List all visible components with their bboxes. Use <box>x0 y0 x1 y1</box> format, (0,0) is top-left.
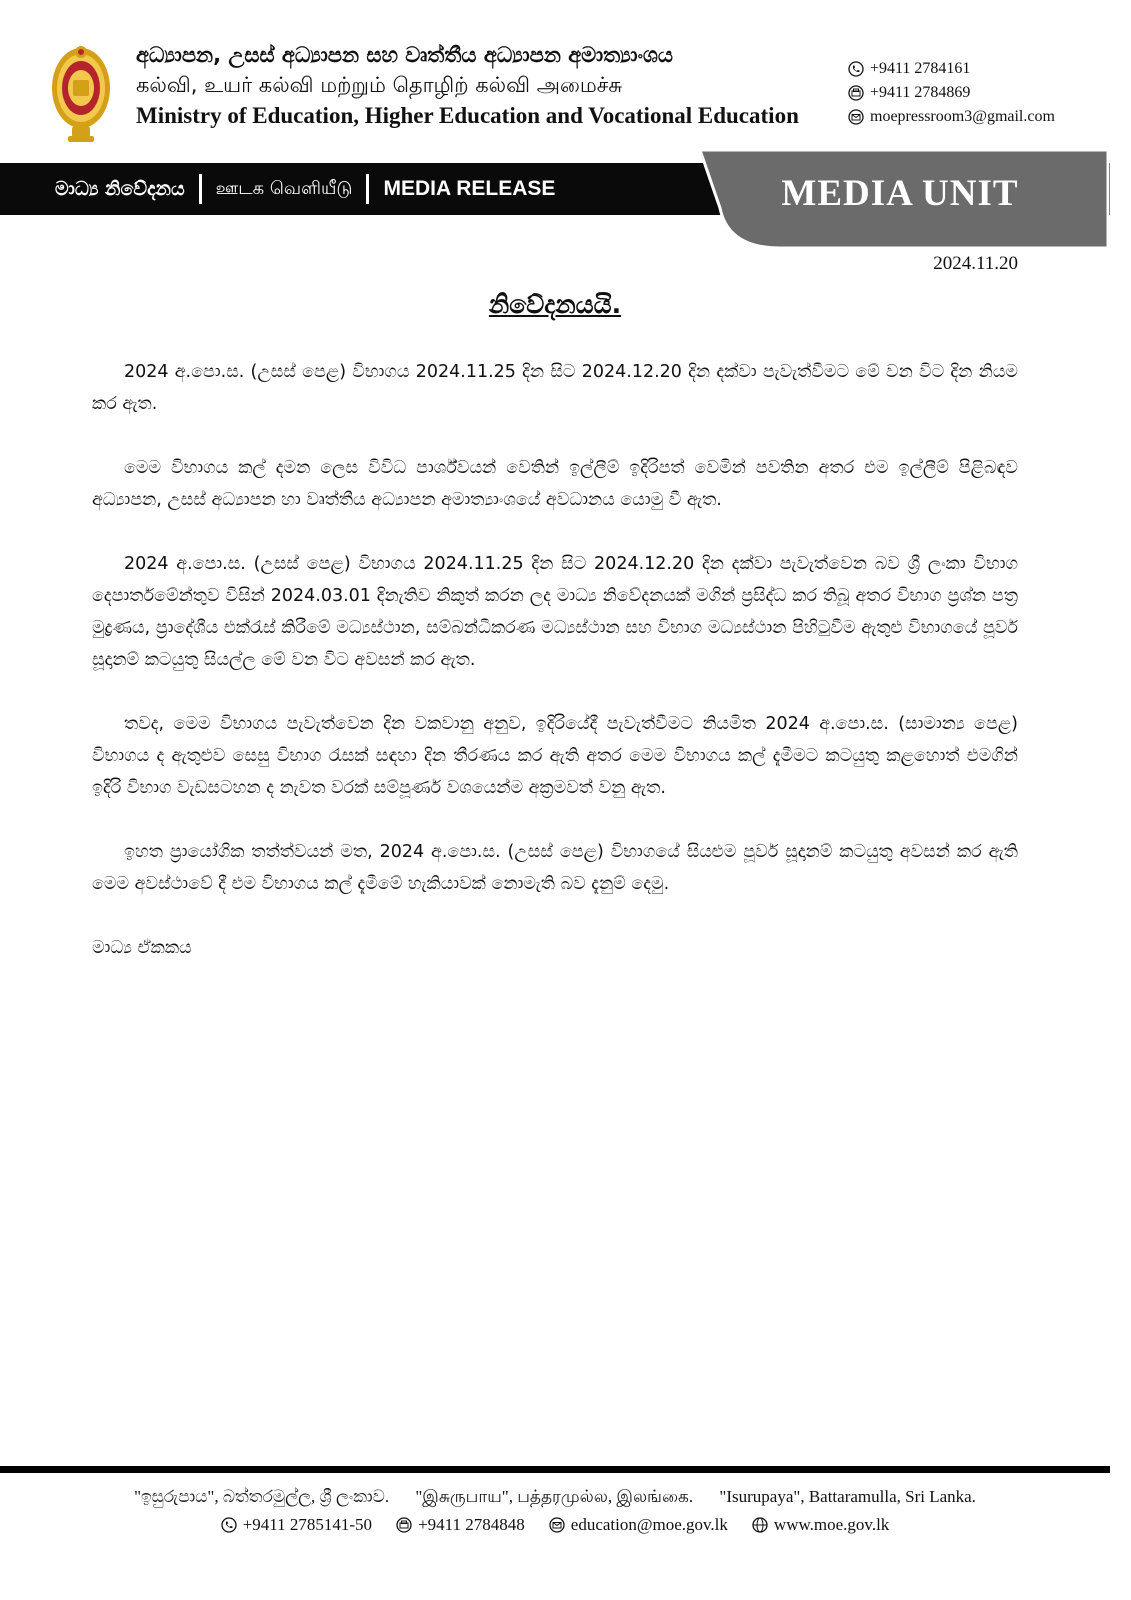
footer-phone <box>221 1515 372 1535</box>
divider <box>366 174 369 204</box>
footer-fax <box>396 1515 525 1535</box>
media-release-labels <box>55 163 555 215</box>
release-date: 2024.11.20 <box>933 253 1018 274</box>
fax-icon <box>848 85 864 101</box>
header-email <box>848 105 1055 129</box>
release-label-tamil: ஊடக வெளியீடு <box>215 177 353 199</box>
header-fax-number: +9411 2784869 <box>870 84 971 101</box>
footer-address <box>0 1487 1110 1509</box>
footer-address-tamil: "இசுருபாய", பத்தரமுல்ல, இலங்கை. <box>415 1487 694 1506</box>
sri-lanka-emblem <box>50 38 112 144</box>
ministry-titles <box>136 40 826 132</box>
header-contacts <box>848 57 1055 129</box>
header-fax <box>848 81 1055 105</box>
email-icon <box>848 109 864 125</box>
media-unit-label: MEDIA UNIT <box>781 173 1019 214</box>
footer-address-sinhala: "ඉසුරුපාය", බත්තරමුල්ල, ශ්‍රී ලංකාව. <box>134 1487 390 1506</box>
paragraph: 2024 අ.පො.ස. (උසස් පෙළ) විභාගය 2024.11.25 දින සිට 2024.12.20 දින දක්වා පැවැත්වීමට මේ වන විට දින නියම කර ඇත. <box>92 362 1018 414</box>
paragraph: 2024 අ.පො.ස. (උසස් පෙළ) විභාගය 2024.11.25 දින සිට 2024.12.20 දින දක්වා පැවැත්වෙන බව ශ්‍රී ලංකා විභාග දෙපාර්තමේන්තුව විසින් 2024.03.01 දිනැතිව නිකුත් කරන ලද මාධ්‍ය නිවේදනයක් මගින් ප්‍රසිද්ධ කර තිබූ අතර විභාග ප්‍රශ්න පත්‍ර මුද්‍රණය, ප්‍රාදේශීය එක්රැස් කිරීමේ මධ්‍යස්ථාන, සම්බන්ධීකරණ මධ්‍යස්ථාන සහ විභාග මධ්‍යස්ථාන පිහිටුවීම ඇතුළු විභාගයේ පූර්ව සූදානම් කටයුතු සියල්ල මේ වන විට අවසන් කර ඇත. <box>92 554 1018 670</box>
divider <box>199 174 202 204</box>
footer-phone-number: +9411 2785141-50 <box>242 1515 373 1534</box>
signature: මාධ්‍ය ඒකකය <box>92 938 192 958</box>
footer-website-url[interactable]: www.moe.gov.lk <box>773 1515 890 1534</box>
ministry-name-english: Ministry of Education, Higher Education and Vocational Education <box>136 103 799 128</box>
release-label-sinhala: මාධ්‍ය නිවේදනය <box>55 178 185 200</box>
footer-rule <box>0 1466 1110 1473</box>
header-email-address[interactable]: moepressroom3@gmail.com <box>870 108 1055 125</box>
release-label-english: MEDIA RELEASE <box>383 177 556 200</box>
footer-email-address[interactable]: education@moe.gov.lk <box>570 1515 728 1534</box>
footer-website <box>752 1515 889 1535</box>
phone-icon <box>848 61 864 77</box>
paragraph: ඉහත ප්‍රායෝගික තත්ත්වයන් මත, 2024 අ.පො.ස. (උසස් පෙළ) විභාගයේ සියළුම පූර්ව සූදානම් කටයුතු අවසන් කර ඇති මෙම අවස්ථාවේ දී එම විභාගය කල් දැමීමේ හැකියාවක් නොමැති බව දැනුම් දෙමු. <box>92 842 1018 894</box>
header-phone <box>848 57 1055 81</box>
fax-icon <box>396 1517 412 1533</box>
phone-icon <box>221 1517 237 1533</box>
ministry-name-tamil: கல்வி, உயர் கல்வி மற்றும் தொழிற் கல்வி அமைச்சு <box>136 73 623 97</box>
paragraph: මෙම විභාගය කල් දමන ලෙස විවිධ පාර්ශ්වයන් වෙතින් ඉල්ලීම් ඉදිරිපත් වෙමින් පවතින අතර එම ඉල්ලීම් පිළිබඳව අධ්‍යාපන, උසස් අධ්‍යාපන හා වෘත්තීය අධ්‍යාපන අමාත්‍යාංශයේ අවධානය යොමු වී ඇත. <box>92 458 1018 510</box>
notice-title: නිවේදනයයි. <box>488 290 622 319</box>
emblem-graphic <box>50 38 112 144</box>
footer-contacts <box>0 1515 1110 1535</box>
paragraph: තවද, මෙම විභාගය පැවැත්වෙන දින වකවානු අනුව, ඉදිරියේදී පැවැත්වීමට නියමිත 2024 අ.පො.ස. (සාමාන්‍ය පෙළ) විභාගය ද ඇතුළුව සෙසු විභාග රැසක් සඳහා දින තීරණය කර ඇති අතර මෙම විභාගය කල් දැමීමට කටයුතු කළහොත් එමගින් ඉදිරි විභාග වැඩසටහන ද නැවත වරක් සම්පූර්ණ වශයෙන්ම අක්‍රමවත් වනු ඇත. <box>92 714 1018 798</box>
footer-email <box>549 1515 728 1535</box>
globe-icon <box>752 1517 768 1533</box>
header-phone-number: +9411 2784161 <box>870 60 971 77</box>
ministry-name-sinhala: අධ්‍යාපන, උසස් අධ්‍යාපන සහ වෘත්තීය අධ්‍යාපන අමාත්‍යාංශය <box>136 43 674 67</box>
footer-address-english: "Isurupaya", Battaramulla, Sri Lanka. <box>719 1487 976 1506</box>
notice-body <box>92 356 1018 964</box>
email-icon <box>549 1517 565 1533</box>
footer-fax-number: +9411 2784848 <box>418 1515 525 1534</box>
